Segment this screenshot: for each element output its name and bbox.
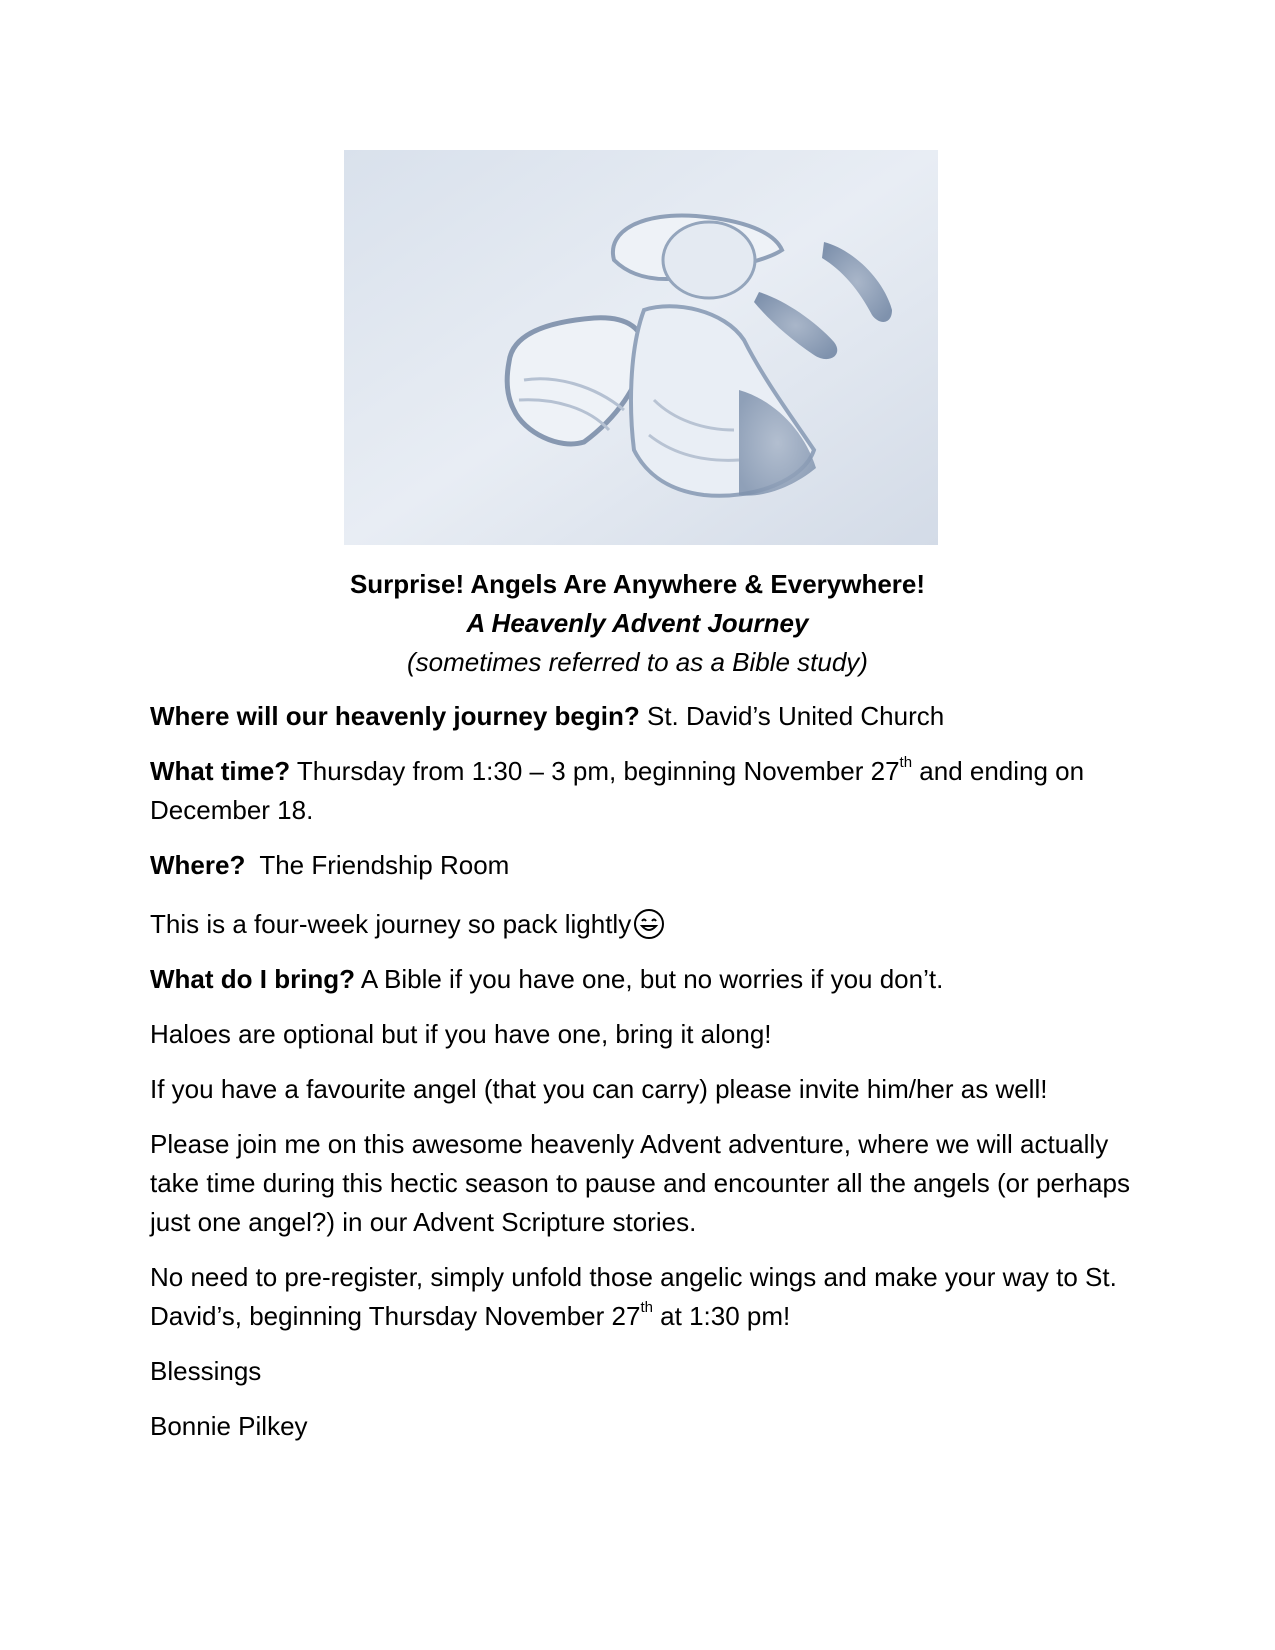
snow-angel-photo [344,150,938,545]
event-title: Surprise! Angels Are Anywhere & Everywhere! [349,569,926,599]
flyer-body [150,697,1135,1462]
time-sup: th [899,754,913,771]
signature: Bonnie Pilkey [150,1411,308,1441]
where-text: The Friendship Room [245,850,510,880]
favourite-paragraph: If you have a favourite angel (that you can carry) please invite him/her as well! [150,1074,1048,1104]
flyer-heading [0,565,1275,682]
time-text-b: and ending on December 18. [150,756,1085,825]
bring-label: What do I bring? [150,964,356,994]
where-begin-text: St. David’s United Church [639,701,945,731]
haloes-paragraph: Haloes are optional but if you have one, bring it along! [150,1019,772,1049]
time-text-a: Thursday from 1:30 – 3 pm, beginning November 27 [290,756,900,786]
register-sup: th [640,1299,653,1316]
bring-paragraph [150,960,1135,999]
time-paragraph [150,752,1135,830]
smiley-icon [633,908,665,940]
register-text-b: at 1:30 pm! [652,1301,791,1331]
where-paragraph [150,846,1135,885]
register-paragraph [150,1258,1135,1336]
where-label: Where? [150,850,246,880]
four-week-paragraph [150,905,1135,944]
snow-angel-icon [344,150,938,545]
where-begin-paragraph [150,697,1135,736]
time-label: What time? [150,756,291,786]
event-note: (sometimes referred to as a Bible study) [407,647,868,677]
four-week-text: This is a four-week journey so pack lightly [150,909,632,939]
closing: Blessings [150,1356,262,1386]
event-subtitle: A Heavenly Advent Journey [466,608,809,638]
where-begin-label: Where will our heavenly journey begin? [150,701,640,731]
join-paragraph: Please join me on this awesome heavenly Advent adventure, where we will actually take time during this hectic season to pause and encounter all the angels (or perhaps just one angel?) in our Advent Scripture stories. [150,1129,1130,1237]
bring-text: A Bible if you have one, but no worries if you don’t. [355,964,944,994]
register-text-a: No need to pre-register, simply unfold those angelic wings and make your way to St. David’s, beginning Thursday November 27 [150,1262,1117,1331]
